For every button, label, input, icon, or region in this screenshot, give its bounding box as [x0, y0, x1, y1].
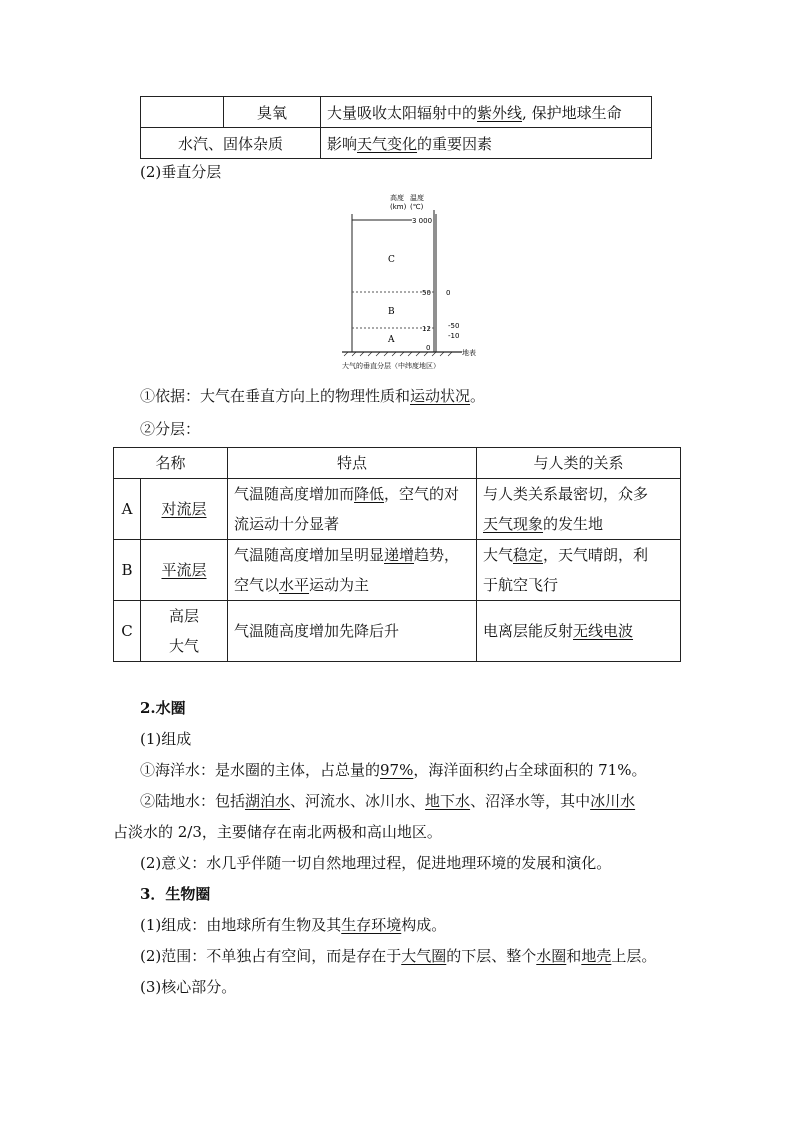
table-cell [141, 97, 224, 128]
text: (2)范围：不单独占有空间，而是存在于 [140, 947, 402, 965]
tick-height-50: 50 [422, 289, 431, 297]
table-cell: 臭氧 [224, 97, 321, 128]
atmosphere-composition-table [140, 96, 652, 159]
text: 空气以 [234, 576, 280, 594]
table-row [114, 601, 681, 662]
underlined-text: 运动状况 [410, 387, 471, 405]
layering-label: ②分层： [140, 420, 201, 438]
text: 。 [470, 387, 486, 405]
land-line [140, 790, 635, 811]
underlined-text: 降低 [354, 485, 385, 503]
table-header-row [114, 448, 681, 479]
bio-range [140, 945, 656, 966]
text: 气温随高度增加呈明显 [234, 546, 385, 564]
table-cell: 水汽、固体杂质 [141, 128, 321, 159]
text: , 保护地球生命 [522, 103, 622, 122]
text: 运动为主 [309, 576, 370, 594]
table-cell [321, 97, 652, 128]
header-name: 名称 [114, 448, 228, 479]
text: 大量吸收太阳辐射中的 [327, 103, 478, 122]
tick-temp-0: 0 [446, 289, 451, 297]
text: (1)组成：由地球所有生物及其 [140, 916, 342, 934]
text: 上层。 [611, 947, 657, 965]
layer-label-a: A [388, 335, 395, 345]
underlined-text: 紫外线 [477, 103, 523, 122]
underlined-text: 无线电波 [573, 622, 634, 640]
row-relation [477, 601, 681, 662]
text: 的发生地 [543, 515, 604, 533]
text: 大气 [483, 546, 514, 564]
water-title: 2.水圈 [140, 699, 186, 717]
text: 流运动十分显著 [234, 515, 340, 533]
underlined-text: 天气现象 [483, 515, 544, 533]
row-name [141, 540, 228, 601]
table-row [141, 128, 652, 159]
table-row [141, 97, 652, 128]
tick-height-0: 0 [426, 344, 431, 352]
row-feature [228, 479, 477, 540]
text: ②陆地水：包括 [140, 792, 246, 810]
text: ①海洋水：是水圈的主体，占总量的 [140, 761, 381, 779]
row-feature: 气温随高度增加先降后升 [228, 601, 477, 662]
underlined-text: 稳定 [513, 546, 544, 564]
text: 和 [566, 947, 582, 965]
tick-temp-minus50: -50 [448, 322, 460, 330]
tick-height-12: 12 [422, 325, 431, 333]
text: 、河流水、冰川水、 [290, 792, 426, 810]
text: ，海洋面积约占全球面积的 71%。 [413, 761, 647, 779]
tick-height-3000: 3 000 [412, 217, 433, 225]
header-feature: 特点 [228, 448, 477, 479]
text: 、沼泽水等，其中 [470, 792, 591, 810]
table-cell [321, 128, 652, 159]
text: 趋势， [414, 546, 460, 564]
text: ，天气晴朗，利 [543, 546, 649, 564]
land-line-cont: 占淡水的 2/3，主要储存在南北两极和高山地区。 [113, 823, 442, 841]
ground-label: 地表 [462, 349, 476, 357]
text: 与人类关系最密切，众多 [483, 485, 649, 503]
table-row [114, 540, 681, 601]
text: 构成。 [401, 916, 447, 934]
ocean-line [140, 759, 646, 780]
row-name [141, 601, 228, 662]
text: 影响 [327, 134, 358, 153]
underlined-text: 水平 [279, 576, 310, 594]
text: ①依据：大气在垂直方向上的物理性质和 [140, 387, 411, 405]
underlined-text: 平流层 [161, 561, 207, 579]
underlined-text: 水圈 [536, 947, 567, 965]
row-letter: B [114, 540, 141, 601]
text: 高层 [168, 607, 199, 625]
atmosphere-layer-diagram [338, 192, 498, 372]
row-feature [228, 540, 477, 601]
text: 大气 [168, 637, 199, 655]
underlined-text: 大气圈 [401, 947, 447, 965]
underlined-text: 地下水 [425, 792, 471, 810]
axis-unit-temp: (℃) [410, 203, 424, 211]
bio-core: (3)核心部分。 [140, 978, 237, 996]
ground-hatching [344, 352, 452, 356]
row-letter: A [114, 479, 141, 540]
tick-temp-minus10: -10 [448, 332, 460, 340]
text: 于航空飞行 [483, 576, 559, 594]
axis-label-height: 高度 [390, 194, 404, 202]
header-relation: 与人类的关系 [477, 448, 681, 479]
water-meaning: (2)意义：水几乎伴随一切自然地理过程，促进地理环境的发展和演化。 [140, 854, 612, 872]
text: ，空气的对 [384, 485, 460, 503]
underlined-text: 递增 [384, 546, 415, 564]
bio-title: 3．生物圈 [140, 885, 211, 903]
row-relation [477, 540, 681, 601]
axis-label-temp: 温度 [410, 194, 424, 202]
text: 的重要因素 [417, 134, 493, 153]
row-relation [477, 479, 681, 540]
basis-line [140, 385, 485, 406]
water-composition: (1)组成 [140, 730, 192, 748]
underlined-text: 天气变化 [357, 134, 418, 153]
text: 电离层能反射 [483, 622, 574, 640]
underlined-text: 对流层 [161, 500, 207, 518]
text: 气温随高度增加而 [234, 485, 355, 503]
text: 的下层、整个 [446, 947, 537, 965]
diagram-caption: 大气的垂直分层（中纬度地区） [342, 362, 440, 370]
axis-unit-height: (km) [390, 203, 407, 211]
table-row [114, 479, 681, 540]
underlined-text: 生存环境 [341, 916, 402, 934]
underlined-text: 97% [380, 761, 414, 779]
underlined-text: 湖泊水 [245, 792, 291, 810]
row-letter: C [114, 601, 141, 662]
atmosphere-layers-table [113, 447, 681, 662]
layer-label-b: B [388, 307, 395, 317]
layer-label-c: C [388, 255, 395, 265]
section-heading: (2)垂直分层 [140, 163, 222, 181]
underlined-text: 地壳 [581, 947, 612, 965]
underlined-text: 冰川水 [590, 792, 636, 810]
row-name [141, 479, 228, 540]
bio-composition [140, 914, 446, 935]
